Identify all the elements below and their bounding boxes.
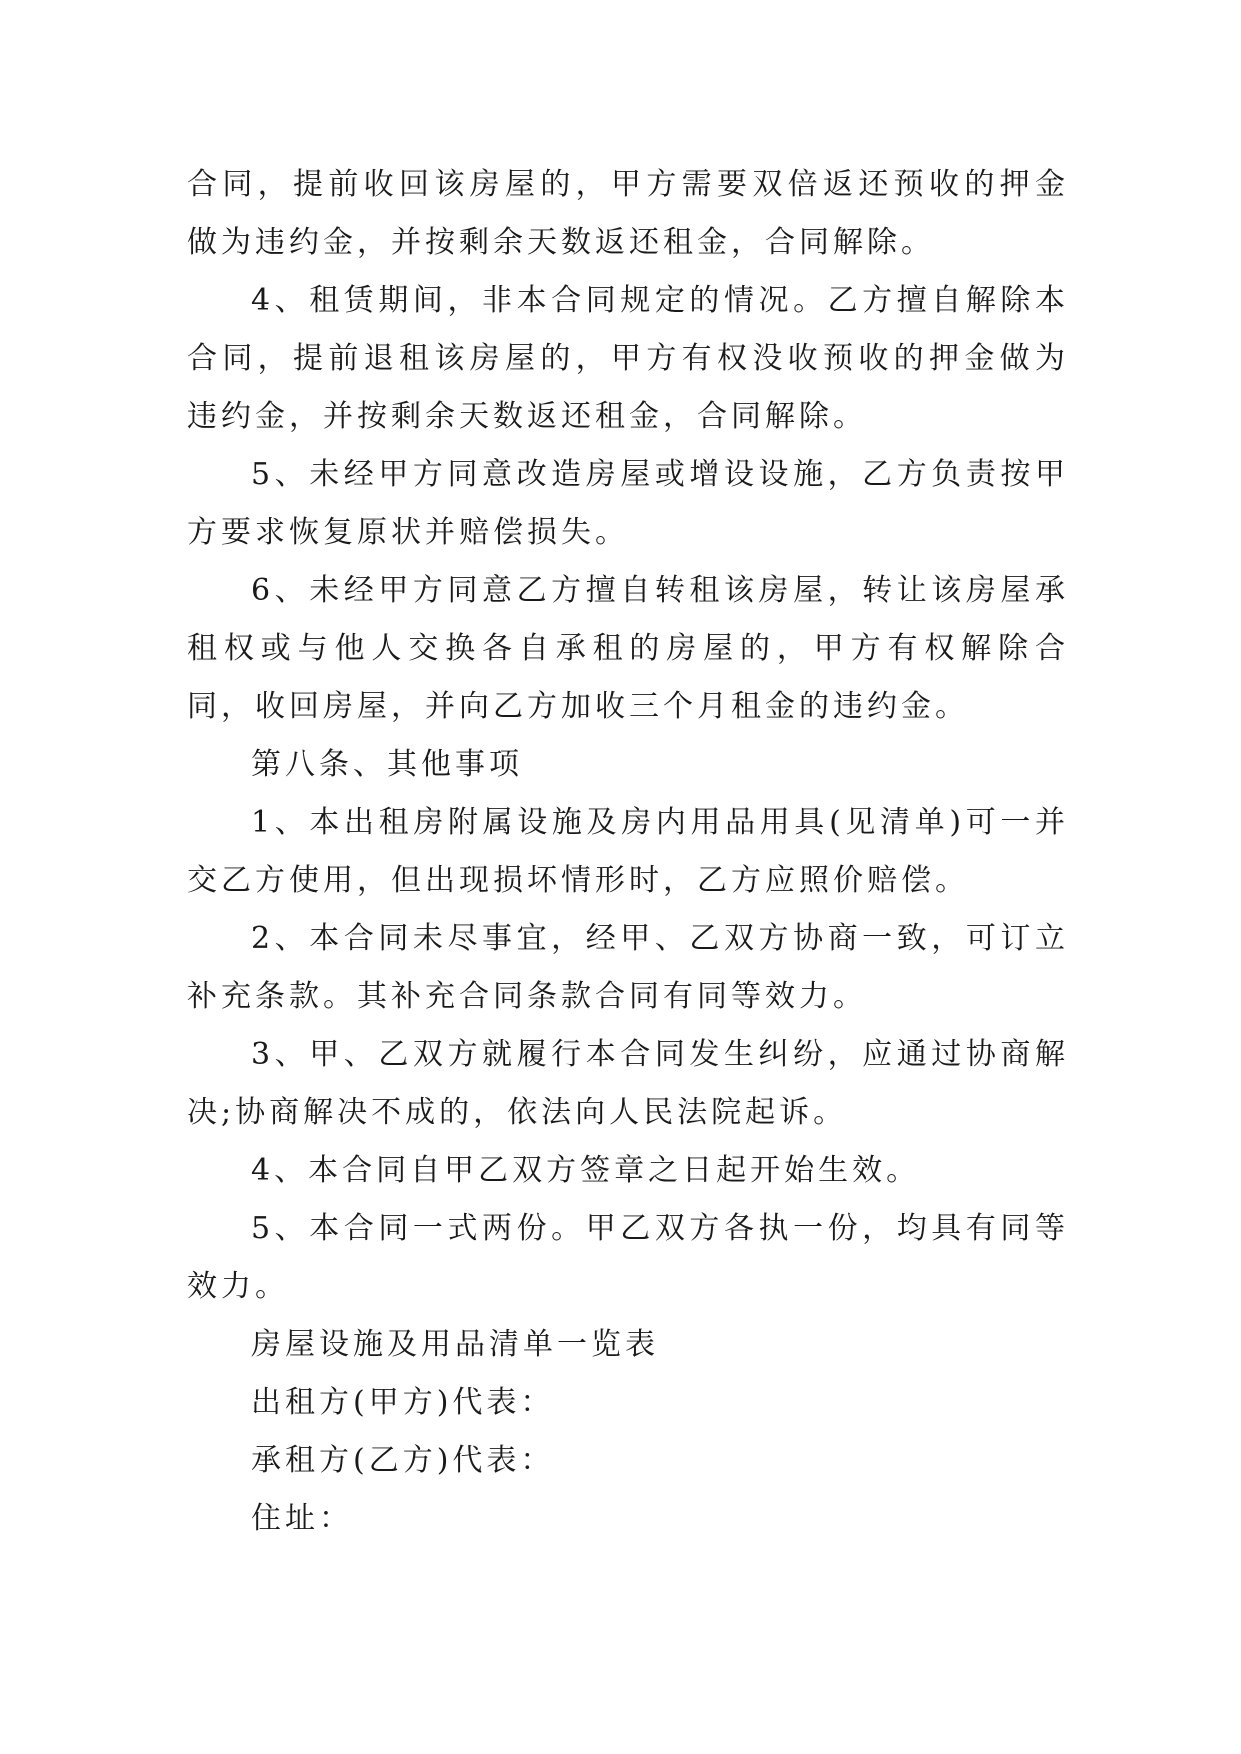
landlord-representative-label: 出租方(甲方)代表： [251, 1385, 555, 1420]
paragraph-other-1-facilities: 1、本出租房附属设施及房内用品用具(见清单)可一并交乙方使用，但出现损坏情形时，乙方应照价赔偿。 [187, 805, 1069, 898]
paragraph-other-2-supplementary: 2、本合同未尽事宜，经甲、乙双方协商一致，可订立补充条款。其补充合同条款合同有同等效力。 [187, 921, 1069, 1014]
paragraph-other-5-copies: 5、本合同一式两份。甲乙双方各执一份，均具有同等效力。 [187, 1211, 1069, 1304]
address-label: 住址： [251, 1501, 353, 1536]
section-heading-article-8: 第八条、其他事项 [251, 747, 523, 782]
document-body [187, 156, 1069, 1548]
paragraph-other-4-effective: 4、本合同自甲乙双方签章之日起开始生效。 [251, 1153, 921, 1188]
paragraph-clause-5-alterations: 5、未经甲方同意改造房屋或增设设施，乙方负责按甲方要求恢复原状并赔偿损失。 [187, 457, 1069, 550]
paragraph-clause-6-subletting: 6、未经甲方同意乙方擅自转租该房屋，转让该房屋承租权或与他人交换各自承租的房屋的，甲方有权解除合同，收回房屋，并向乙方加收三个月租金的违约金。 [187, 573, 1069, 724]
paragraph-other-3-disputes: 3、甲、乙双方就履行本合同发生纠纷，应通过协商解决;协商解决不成的，依法向人民法院起诉。 [187, 1037, 1069, 1130]
facilities-list-title: 房屋设施及用品清单一览表 [251, 1327, 659, 1362]
tenant-representative-label: 承租方(乙方)代表： [251, 1443, 555, 1478]
paragraph-termination-by-landlord-cont: 合同，提前收回该房屋的，甲方需要双倍返还预收的押金做为违约金，并按剩余天数返还租金，合同解除。 [187, 167, 1069, 260]
paragraph-clause-4-tenant-termination: 4、租赁期间，非本合同规定的情况。乙方擅自解除本合同，提前退租该房屋的，甲方有权没收预收的押金做为违约金，并按剩余天数返还租金，合同解除。 [187, 283, 1069, 434]
